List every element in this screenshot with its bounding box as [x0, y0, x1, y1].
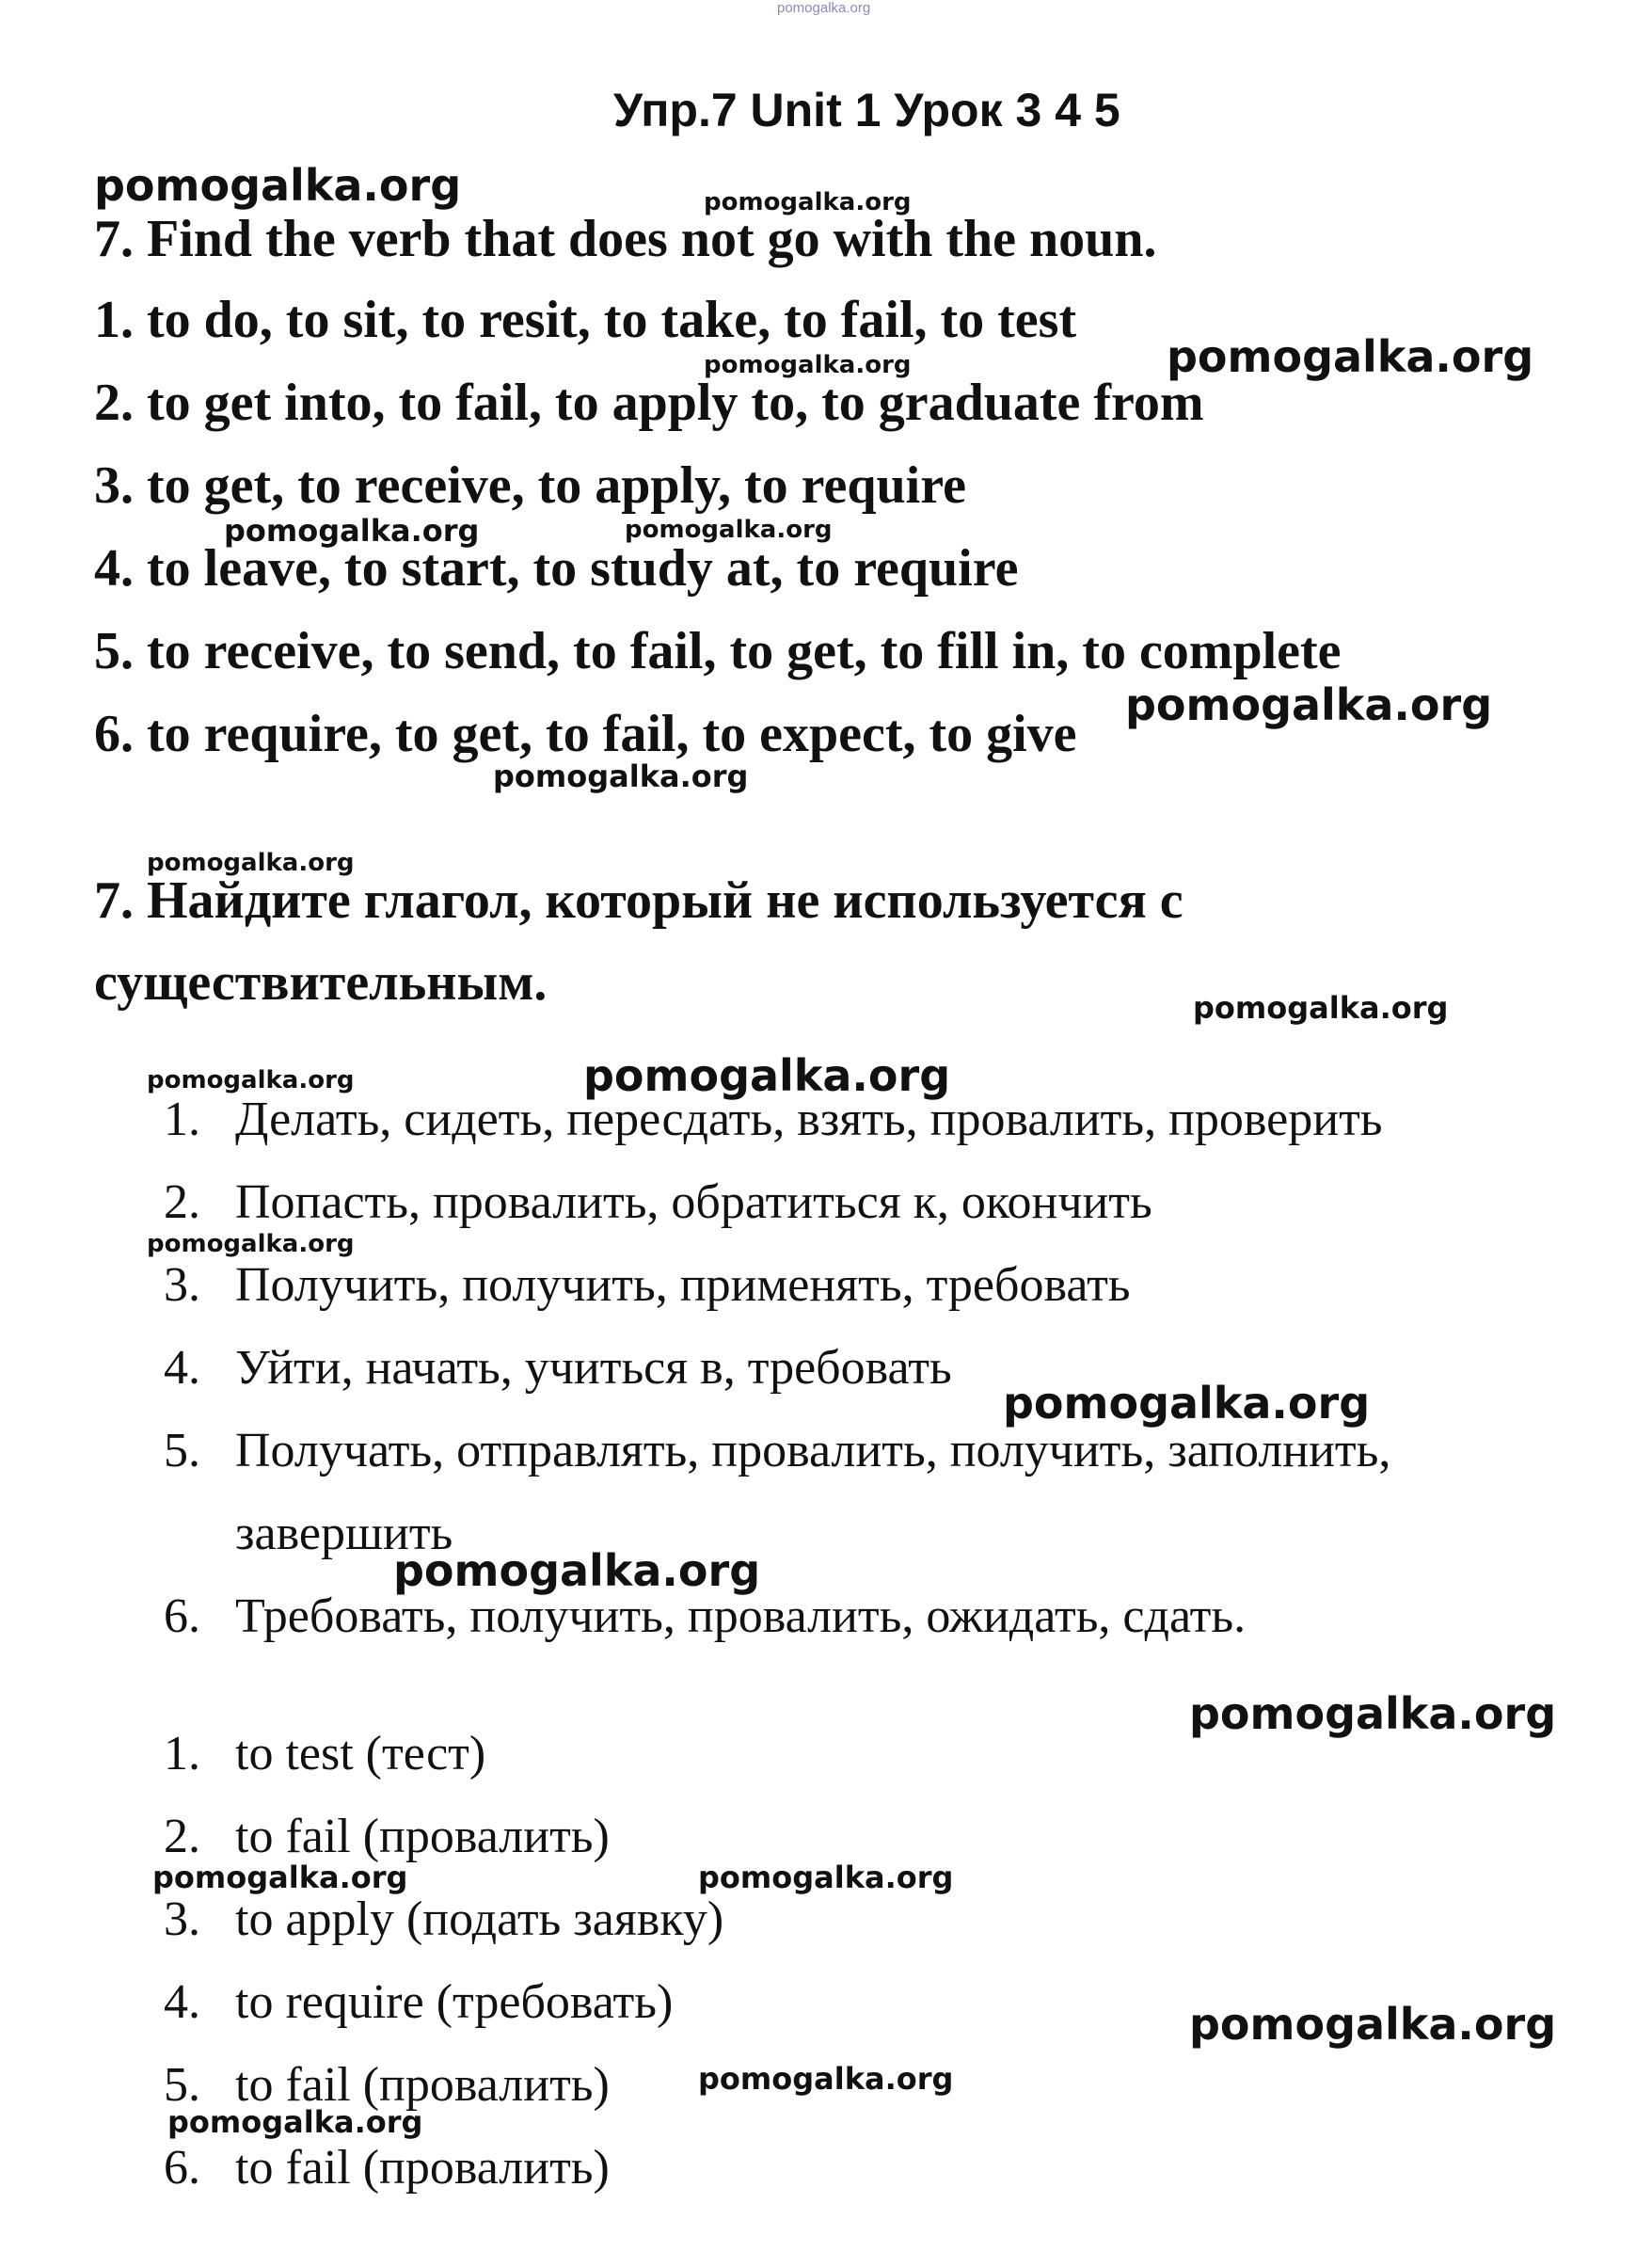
answer-text: to require (требовать): [235, 1975, 674, 2029]
watermark: pomogalka.org: [698, 1860, 954, 1895]
english-item: 6. to require, to get, to fail, to expect, to give: [94, 705, 1077, 763]
russian-item-number: 5.: [164, 1424, 200, 1477]
watermark: pomogalka.org: [625, 516, 833, 544]
watermark: pomogalka.org: [94, 160, 462, 211]
russian-item-text: Попасть, провалить, обратиться к, окончить: [235, 1175, 1152, 1229]
watermark: pomogalka.org: [1189, 1688, 1557, 1739]
answer-text: to fail (провалить): [235, 2058, 610, 2112]
russian-item-number: 6.: [164, 1589, 200, 1643]
watermark: pomogalka.org: [1167, 331, 1534, 382]
watermark: pomogalka.org: [167, 2104, 423, 2140]
russian-item-number: 3.: [164, 1258, 200, 1312]
answer-text: to fail (провалить): [235, 2141, 610, 2195]
russian-item-number: 4.: [164, 1341, 200, 1395]
answer-text: to fail (провалить): [235, 1810, 610, 1863]
english-item: 3. to get, to receive, to apply, to require: [94, 456, 966, 515]
russian-heading-line1: 7. Найдите глагол, который не используется с: [94, 871, 1183, 930]
top-watermark: pomogalka.org: [777, 0, 871, 16]
watermark: pomogalka.org: [152, 1860, 408, 1895]
english-heading: 7. Find the verb that does not go with the noun.: [94, 210, 1157, 268]
watermark: pomogalka.org: [1193, 990, 1449, 1026]
russian-item-number: 2.: [164, 1175, 200, 1229]
russian-item-number: 1.: [164, 1093, 200, 1146]
watermark: pomogalka.org: [704, 188, 912, 216]
watermark: pomogalka.org: [147, 1066, 355, 1094]
answer-text: to apply (подать заявку): [235, 1892, 724, 1946]
answer-text: to test (тест): [235, 1727, 486, 1780]
watermark: pomogalka.org: [393, 1545, 761, 1596]
answer-number: 6.: [164, 2141, 200, 2195]
russian-item-text: Делать, сидеть, пересдать, взять, провалить, проверить: [235, 1093, 1383, 1146]
russian-item-text: Получить, получить, применять, требовать: [235, 1258, 1131, 1312]
watermark: pomogalka.org: [704, 351, 912, 379]
watermark: pomogalka.org: [1125, 679, 1493, 730]
watermark: pomogalka.org: [698, 2061, 954, 2097]
russian-heading-line2: существительным.: [94, 953, 548, 1012]
watermark: pomogalka.org: [493, 758, 749, 794]
english-item: 1. to do, to sit, to resit, to take, to fail, to test: [94, 291, 1077, 349]
watermark: pomogalka.org: [1189, 1999, 1557, 2050]
watermark: pomogalka.org: [583, 1050, 951, 1101]
english-item: 5. to receive, to send, to fail, to get, to fill in, to complete: [94, 622, 1342, 680]
answer-number: 4.: [164, 1975, 200, 2029]
russian-item-text: Уйти, начать, учиться в, требовать: [235, 1341, 952, 1395]
answer-number: 1.: [164, 1727, 200, 1780]
answer-number: 3.: [164, 1892, 200, 1946]
answer-number: 5.: [164, 2058, 200, 2112]
russian-item-text-continued: завершить: [235, 1507, 453, 1560]
russian-item-text: Требовать, получить, провалить, ожидать, сдать.: [235, 1589, 1247, 1643]
english-item: 2. to get into, to fail, to apply to, to graduate from: [94, 374, 1204, 432]
page-title: Упр.7 Unit 1 Урок 3 4 5: [613, 84, 1120, 136]
answer-number: 2.: [164, 1810, 200, 1863]
watermark: pomogalka.org: [224, 513, 480, 549]
watermark: pomogalka.org: [147, 849, 355, 877]
watermark: pomogalka.org: [147, 1230, 355, 1258]
watermark: pomogalka.org: [1003, 1378, 1371, 1429]
english-item: 4. to leave, to start, to study at, to require: [94, 539, 1019, 598]
russian-item-text: Получать, отправлять, провалить, получить, заполнить,: [235, 1424, 1391, 1477]
